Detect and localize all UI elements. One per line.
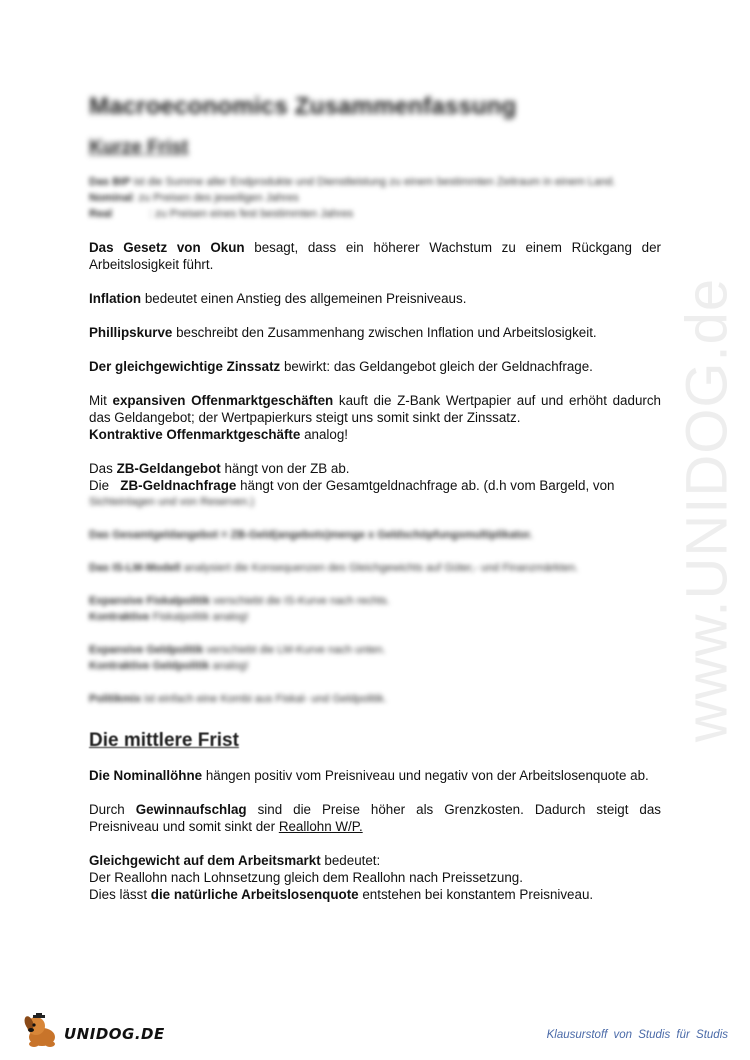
paragraph-geldpolitik: Expansive Geldpolitik verschiebt die LM-Kurve nach unten. Kontraktive Geldpolitik analog! — [89, 644, 386, 672]
paragraph-nominalloehne: Die Nominallöhne hängen positiv vom Preisniveau und negativ von der Arbeitslosenquote ab. — [89, 768, 649, 783]
watermark — [662, 277, 750, 743]
term-natuerliche-alq: die natürliche Arbeitslosenquote — [150, 887, 359, 902]
paragraph-islm: Das IS-LM-Modell analysiert die Konsequenzen des Gleichgewichts auf Güter,- und Finanzmärkten. — [89, 562, 579, 574]
paragraph-fiskal: Expansive Fiskalpolitik verschiebt die IS-Kurve nach rechts. Kontraktive Fiskalpolitik analog! — [89, 595, 390, 623]
unidog-logo — [18, 1013, 165, 1049]
term-nominalloehne: Die Nominallöhne — [89, 768, 203, 783]
reallohn-link: Reallohn W/P. — [278, 819, 363, 834]
term-kontraktive-omg: Kontraktive Offenmarktgeschäfte — [89, 427, 301, 442]
term-zb-geldnachfrage: ZB-Geldnachfrage — [120, 478, 237, 493]
paragraph-gleichgewicht: Gleichgewicht auf dem Arbeitsmarkt bedeutet: Der Reallohn nach Lohnsetzung gleich dem Reallohn nach Preissetzung. Dies lässt die natürliche Arbeitslosenquote entstehen bei konstantem Preisniveau. — [89, 853, 594, 902]
paragraph-phillips: Phillipskurve beschreibt den Zusammenhang zwischen Inflation und Arbeitslosigkeit. — [89, 325, 597, 340]
paragraph-okun: Das Gesetz von Okun besagt, dass ein höherer Wachstum zu einem Rückgang der Arbeitslosigkeit führt. — [89, 240, 661, 272]
dog-mascot-icon — [22, 1013, 64, 1049]
paragraph-bip: Das BIP ist die Summe aller Endprodukte und Dienstleistung zu einem bestimmten Zeitraum in einem Land. Nominal: zu Preisen des jeweiligen Jahres Real : zu Preisen eines fest bestimmten Jahres — [89, 176, 616, 220]
paragraph-inflation: Inflation bedeutet einen Anstieg des allgemeinen Preisniveaus. — [89, 291, 467, 306]
term-bip: Das BIP — [89, 176, 131, 188]
paragraph-offenmarkt: Mit expansiven Offenmarktgeschäften kauft die Z-Bank Wertpapier auf und erhöht dadurch das Geldangebot; der Wertpapierkurs steigt uns somit sinkt der Zinssatz. Kontraktive Offenmarktgeschäfte analog! — [89, 393, 661, 442]
paragraph-gewinnaufschlag: Durch Gewinnaufschlag sind die Preise höher als Grenzkosten. Dadurch steigt das Preisniveau und somit sinkt der Reallohn W/P. — [89, 802, 661, 834]
term-expansive-omg: expansiven Offenmarktgeschäften — [112, 393, 334, 408]
logo-text: UNIDOG.DE — [64, 1025, 165, 1043]
term-okun: Das Gesetz von Okun — [89, 240, 245, 255]
watermark-text: www.UNIDOG.de — [674, 277, 740, 743]
paragraph-zb-geld: Das ZB-Geldangebot hängt von der ZB ab. Die ZB-Geldnachfrage hängt von der Gesamtgeldnachfrage ab. (d.h vom Bargeld, von Sichteinlagen und von Reserven.) — [89, 461, 615, 508]
paragraph-zinssatz: Der gleichgewichtige Zinssatz bewirkt: das Geldangebot gleich der Geldnachfrage. — [89, 359, 593, 374]
term-islm: Das IS-LM-Modell — [89, 562, 181, 574]
document-title: Macroeconomics Zusammenfassung — [89, 93, 517, 120]
term-nominal: Nominal — [89, 192, 133, 204]
term-zinssatz: Der gleichgewichtige Zinssatz — [89, 359, 281, 374]
paragraph-gesamtgeld: Das Gesamtgeldangebot = ZB-Geld(angebots)menge x Geldschöpfungsmultiplikator. — [89, 529, 533, 541]
document-content — [89, 92, 661, 920]
footer-tagline: Klausurstoff von Studis für Studis — [546, 1029, 728, 1041]
section-heading-mittlere-frist: Die mittlere Frist — [89, 730, 239, 751]
term-zb-geldangebot: ZB-Geldangebot — [116, 461, 221, 476]
term-real: Real — [89, 208, 113, 220]
paragraph-politikmix: Politikmix ist einfach eine Kombi aus Fiskal- und Geldpolitik. — [89, 693, 387, 705]
term-inflation: Inflation — [89, 291, 142, 306]
term-gleichgewicht: Gleichgewicht auf dem Arbeitsmarkt — [89, 853, 321, 868]
section-heading-kurze-frist: Kurze Frist — [89, 137, 189, 158]
term-gewinnaufschlag: Gewinnaufschlag — [135, 802, 247, 817]
term-phillips: Phillipskurve — [89, 325, 173, 340]
